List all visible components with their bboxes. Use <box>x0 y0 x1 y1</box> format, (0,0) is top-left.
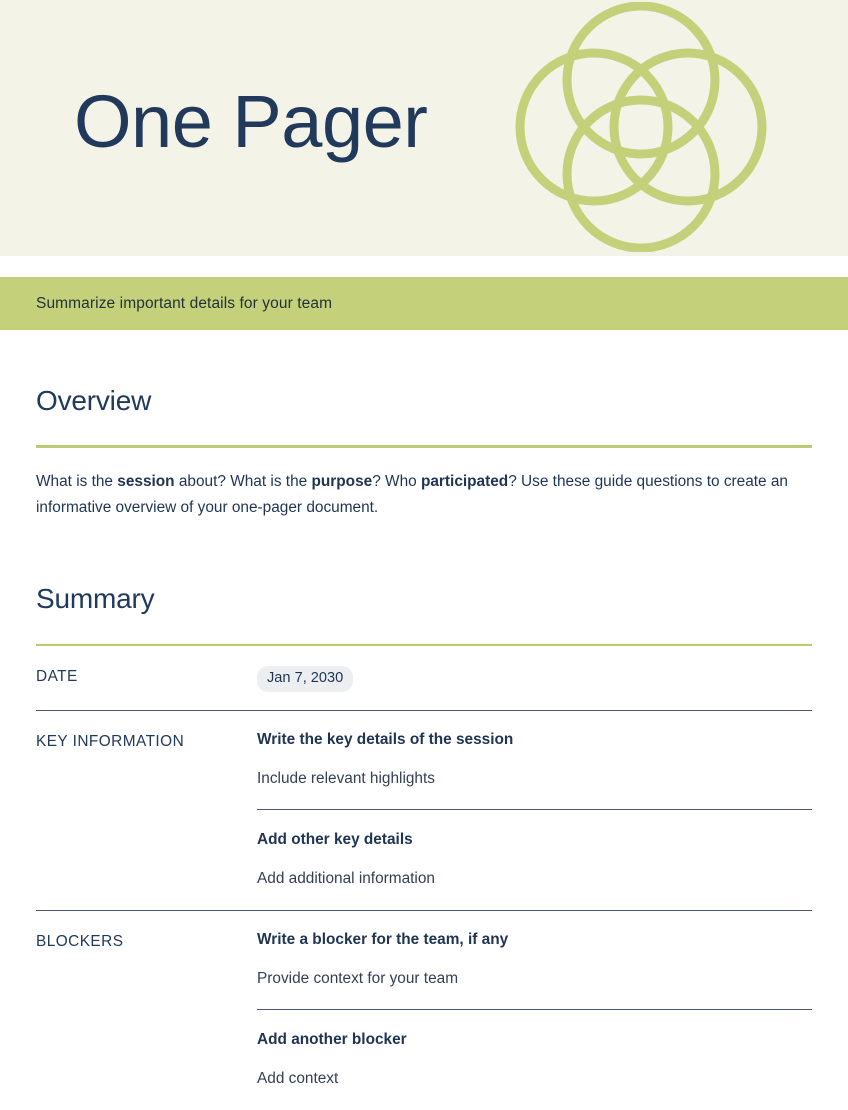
entry-title: Add another blocker <box>257 1031 407 1049</box>
list-item[interactable] <box>257 809 812 892</box>
list-item[interactable] <box>257 729 812 792</box>
subtitle-text: Summarize important details for your team <box>36 294 333 312</box>
overview-text-1: What is the <box>36 472 118 490</box>
entry-title: Add other key details <box>257 831 413 849</box>
row-content-date <box>257 646 812 710</box>
row-content-blockers <box>257 911 812 1110</box>
entry-note: Provide context for your team <box>257 970 459 988</box>
row-label-blockers: BLOCKERS <box>36 933 124 951</box>
entry-title: Write a blocker for the team, if any <box>257 931 509 949</box>
overview-heading: Overview <box>36 385 152 416</box>
date-chip[interactable]: Jan 7, 2030 <box>257 666 353 692</box>
document-header <box>0 0 848 256</box>
overview-text-3: ? Who <box>372 472 421 490</box>
overview-text-2: about? What is the <box>174 472 312 490</box>
entry-note: Add context <box>257 1070 339 1088</box>
overview-bold-purpose: purpose <box>311 472 373 490</box>
row-content-key-information <box>257 711 812 910</box>
summary-section <box>36 536 812 1110</box>
subtitle-banner <box>0 277 848 330</box>
header-gap <box>0 256 848 277</box>
entry-note: Add additional information <box>257 870 435 888</box>
table-row <box>36 911 812 1110</box>
entry-title: Write the key details of the session <box>257 731 514 749</box>
table-row <box>36 711 812 911</box>
table-row <box>36 646 812 711</box>
overview-divider <box>36 445 812 448</box>
overview-bold-participated: participated <box>420 472 509 490</box>
row-label-key-information: KEY INFORMATION <box>36 733 185 751</box>
entry-note: Include relevant highlights <box>257 770 435 788</box>
document-body <box>0 330 848 1110</box>
overview-section <box>36 330 812 521</box>
overview-text-4: ? Use these guide questions to create an informative overview of your one-pager document. <box>36 472 788 516</box>
row-label-date: DATE <box>36 668 78 686</box>
list-item[interactable] <box>257 1009 812 1092</box>
summary-heading: Summary <box>36 582 155 614</box>
list-item[interactable] <box>257 929 812 992</box>
overview-bold-session: session <box>117 472 175 490</box>
overview-paragraph <box>36 469 812 521</box>
rosette-logo-icon <box>505 2 777 252</box>
summary-table <box>36 646 812 1110</box>
page-title: One Pager <box>74 80 428 163</box>
